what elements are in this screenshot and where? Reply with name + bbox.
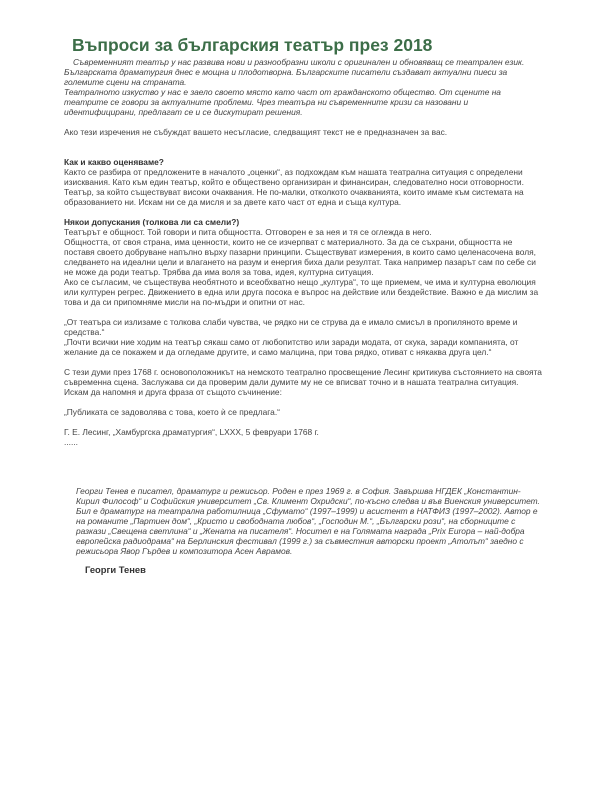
- disclaimer: Ако тези изречения не събуждат вашето несъгласие, следващият текст не е предназначен за вас.: [64, 127, 448, 137]
- page-title: Въпроси за българския театър през 2018: [72, 35, 433, 55]
- lessing-quote: „Почти всички ние ходим на театър сякаш само от любопитство или заради модата, от скука, заради компанията, от желание да се покажем и да огледаме другите, и само малцина, при това рядко, отиват с някаква друга цел.“: [64, 337, 519, 357]
- section-heading: Как и какво оценяваме?: [64, 157, 164, 167]
- intro-paragraph: Театралното изкуство у нас е заело своето място като част от гражданското общество. От сцените на театрите се говори за актуалните проблеми. Чрез театъра ни съвременните кризи са назовани и идентифицирани, предлагат се и се дискутират решения.: [64, 87, 501, 117]
- commentary-paragraph: С тези думи през 1768 г. основоположникът на немското театрално просвещение Лесинг критикува състоянието на своята съвременна сцена. Заслужава си да проверим дали думите му не се вписват точно и в нашата театрална ситуация. Искам да напомня и друга фраза от същото съчинение:: [64, 367, 542, 397]
- bio-paragraph: Георги Тенев е писател, драматург и режисьор. Роден е през 1969 г. в София. Завършва НГДЕК „Константин-Кирил Философ“ и Софийския университет „Св. Климент Охридски“, по-късно следва и във Виенския университет. Бил е драматург на театрална работилница „Сфумато“ (1997–1999) и асистент в НАТФИЗ (1997–2002). Автор е на романите „Партиен дом“, „Кристо и свободната любов“, „Господин М.“, „Български рози“, на сборниците с разкази „Свещена светлина“ и „Жената на писателя“. Носител е на Голямата награда „Prix Europa – най-добра европейска радиодрама“ на Берлинския фестивал (1999 г.) за съвместния авторски проект „Атолът“ заедно с режисьора Явор Гърдев и композитора Асен Аврамов.: [76, 486, 540, 556]
- lessing-quote: „От театъра си излизаме с толкова слаби чувства, че рядко ни се струва да е имало смисъл в пропиляното време и средства.“: [64, 317, 518, 337]
- lessing-quote: „Публиката се задоволява с това, което ѝ се предлага.“: [64, 407, 280, 417]
- author-bio: [64, 486, 542, 556]
- section-heading: Някои допускания (толкова ли са смели?): [64, 217, 240, 227]
- intro-paragraph: Българската драматургия днес е мощна и плодотворна. Българските писатели създават актуални пиеси за големите сцени на страната.: [64, 67, 508, 87]
- article-body: [64, 57, 542, 575]
- intro-paragraph: Съвременният театър у нас развива нови и разнообразни школи с оригинален и обновяващ се театрален език.: [73, 57, 525, 67]
- section-paragraph: Общността, от своя страна, има ценности, които не се изчерпват с материалното. За да се съхрани, общността не поставя своето добруване напълно върху пазарни принципи. Съществуват измерения, в които само целенасочена воля, следването на идеални цели и влагането на разум и енергия биха дали резултат. Така например пазарът сам по себе си не може да роди театър. Трябва да има воля за това, идея, културна ситуация.: [64, 237, 536, 277]
- intro-block-cont: [64, 67, 542, 117]
- section-paragraph: Ако се съгласим, че съществува необятното и всеобхватно нещо „култура“, то ще приемем, че има и културна еволюция или културен регрес. Движението в една или друга посока е въпрос на действие или бездействие. Важно е да мислим за това и да си припомняме мисли на по-мъдри и опитни от нас.: [64, 277, 539, 307]
- citation: Г. Е. Лесинг, „Хамбургска драматургия“, LXXX, 5 февруари 1768 г.: [64, 427, 319, 437]
- ellipsis: ......: [64, 437, 78, 447]
- author-name: Георги Тенев: [85, 564, 146, 575]
- section-paragraph: Театърът е общност. Той говори и пита общността. Отговорен е за нея и тя се оглежда в него.: [64, 227, 432, 237]
- intro-block: [64, 57, 542, 67]
- section-paragraph: Както се разбира от предложените в началото „оценки“, аз подхождам към нашата театрална ситуация с определени изисквания. Като към един театър, който е обществено организиран и финансиран, следователно носи отговорности. Театър, за който съществуват високи очаквания. Не по-малки, отколкото очакванията, които имаме към системата на образованието ни. Искам ни се да мисля и за двете като част от една и съща култура.: [64, 167, 524, 207]
